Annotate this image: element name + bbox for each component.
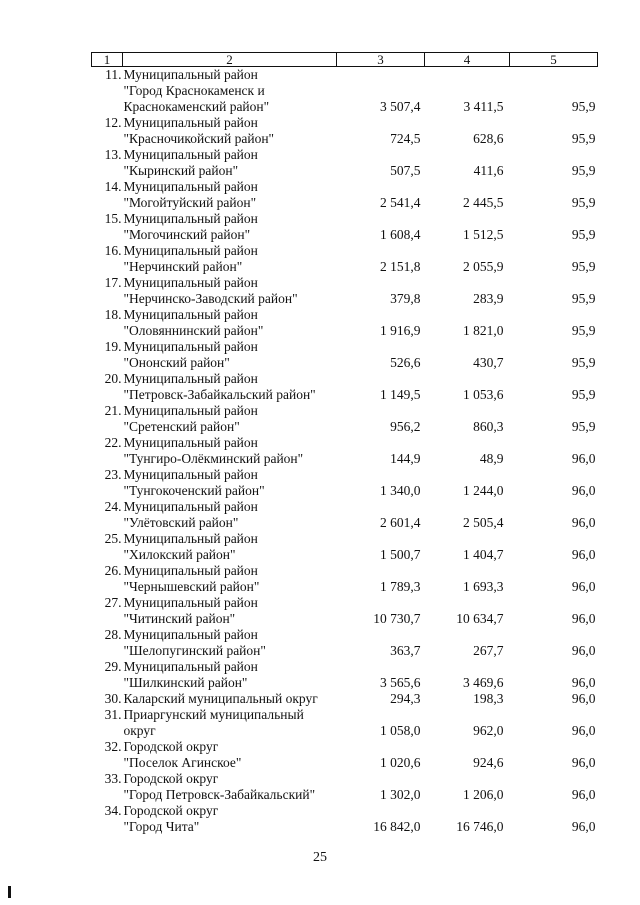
value-col-4: 628,6 [473, 131, 504, 146]
municipality-name-line: Муниципальный район [123, 243, 258, 258]
row-number: 27. [104, 595, 122, 610]
value-col-5: 96,0 [571, 723, 596, 738]
value-col-4: 962,0 [473, 723, 504, 738]
table-row [92, 371, 598, 403]
municipality-name-cell [92, 563, 337, 595]
value-col-3: 10 730,7 [373, 611, 421, 626]
table-row [92, 707, 598, 739]
municipality-name-line: Муниципальный район [123, 467, 258, 482]
value-col-3: 379,8 [390, 291, 421, 306]
table-row [92, 771, 598, 803]
value-col-3: 724,5 [390, 131, 421, 146]
value-col-5: 96,0 [571, 515, 596, 530]
value-col-3: 1 916,9 [380, 323, 421, 338]
value-col-3: 16 842,0 [373, 819, 421, 834]
municipality-name-cell [92, 435, 337, 467]
value-col-4: 924,6 [473, 755, 504, 770]
value-col-3: 2 151,8 [380, 259, 421, 274]
value-col-5: 95,9 [571, 163, 596, 178]
value-col-3: 1 500,7 [380, 547, 421, 562]
table-header-row [92, 53, 598, 67]
value-col-4: 1 053,6 [463, 387, 504, 402]
municipality-name-line: "Петровск-Забайкальский район" [123, 387, 316, 402]
value-col-4: 411,6 [473, 163, 504, 178]
value-col-4: 1 821,0 [463, 323, 504, 338]
municipality-name-cell [92, 339, 337, 371]
municipality-name-line: Каларский муниципальный округ [123, 691, 318, 706]
municipality-name-cell [92, 691, 337, 707]
table-row [92, 435, 598, 467]
row-number: 25. [104, 531, 122, 546]
value-col-4: 2 505,4 [463, 515, 504, 530]
municipality-name-line: Городской округ [123, 739, 219, 754]
value-col-5: 96,0 [571, 643, 596, 658]
municipality-name-line: Муниципальный район [123, 371, 258, 386]
municipality-name-cell [92, 371, 337, 403]
municipality-name-line: "Нерчинский район" [123, 259, 243, 274]
municipality-name-line: Муниципальный район [123, 147, 258, 162]
value-col-4: 430,7 [473, 355, 504, 370]
table-row [92, 179, 598, 211]
municipality-name-line: "Поселок Агинское" [123, 755, 242, 770]
value-col-3: 294,3 [390, 691, 421, 706]
table-row [92, 115, 598, 147]
value-col-5: 96,0 [571, 451, 596, 466]
municipality-name-line: Муниципальный район [123, 435, 258, 450]
municipality-name-line: Городской округ [123, 771, 219, 786]
municipality-name-line: "Хилокский район" [123, 547, 236, 562]
value-col-3: 526,6 [390, 355, 421, 370]
municipality-name-line: "Город Петровск-Забайкальский" [123, 787, 316, 802]
table-row [92, 467, 598, 499]
value-col-4: 48,9 [479, 451, 504, 466]
value-col-5: 96,0 [571, 611, 596, 626]
row-number: 17. [104, 275, 122, 290]
value-col-3: 507,5 [390, 163, 421, 178]
municipality-name-cell [92, 147, 337, 179]
table-row [92, 659, 598, 691]
value-col-4: 1 512,5 [463, 227, 504, 242]
row-number: 30. [104, 691, 122, 706]
municipality-name-cell [92, 403, 337, 435]
municipality-name-line: Муниципальный район [123, 531, 258, 546]
row-number: 19. [104, 339, 122, 354]
table-body [92, 67, 598, 836]
value-col-3: 1 302,0 [380, 787, 421, 802]
municipality-name-line: "Шилкинский район" [123, 675, 248, 690]
municipality-name-line: Муниципальный район [123, 499, 258, 514]
municipality-name-line: Муниципальный район [123, 403, 258, 418]
value-col-4: 10 634,7 [456, 611, 504, 626]
value-col-5: 96,0 [571, 819, 596, 834]
value-col-3: 1 058,0 [380, 723, 421, 738]
value-col-5: 95,9 [571, 323, 596, 338]
value-col-3: 1 789,3 [380, 579, 421, 594]
municipality-name-cell [92, 771, 337, 803]
row-number: 23. [104, 467, 122, 482]
value-col-5: 95,9 [571, 227, 596, 242]
value-col-4: 3 411,5 [463, 99, 504, 114]
municipality-name-line: Муниципальный район [123, 627, 258, 642]
table-row [92, 211, 598, 243]
municipality-name-cell [92, 467, 337, 499]
municipality-name-line: Муниципальный район [123, 179, 258, 194]
municipality-name-cell [92, 243, 337, 275]
value-col-5: 95,9 [571, 195, 596, 210]
municipality-name-line: "Чернышевский район" [123, 579, 260, 594]
row-number: 28. [104, 627, 122, 642]
municipality-name-cell [92, 595, 337, 627]
header-cell-1-2 [92, 53, 337, 67]
value-col-5: 96,0 [571, 675, 596, 690]
municipality-name-line: "Тунгокоченский район" [123, 483, 265, 498]
value-col-3: 1 149,5 [380, 387, 421, 402]
municipality-name-cell [92, 179, 337, 211]
municipality-name-cell [92, 659, 337, 691]
table-row [92, 67, 598, 116]
value-col-5: 96,0 [571, 787, 596, 802]
value-col-3: 144,9 [390, 451, 421, 466]
value-col-5: 96,0 [571, 483, 596, 498]
municipality-name-line: "Тунгиро-Олёкминский район" [123, 451, 304, 466]
table-row [92, 595, 598, 627]
value-col-3: 2 601,4 [380, 515, 421, 530]
municipality-name-cell [92, 67, 337, 116]
municipality-name-line: "Город Краснокаменск и [123, 83, 265, 98]
scan-edge-mark [8, 886, 11, 898]
value-col-5: 95,9 [571, 99, 596, 114]
value-col-3: 3 507,4 [380, 99, 421, 114]
municipality-name-line: округ [123, 723, 156, 738]
header-col-4: 4 [425, 53, 510, 67]
value-col-3: 1 020,6 [380, 755, 421, 770]
municipality-name-line: Муниципальный район [123, 67, 258, 82]
municipality-name-line: "Город Чита" [123, 819, 200, 834]
value-col-3: 956,2 [390, 419, 421, 434]
municipality-name-cell [92, 739, 337, 771]
value-col-4: 1 244,0 [463, 483, 504, 498]
value-col-5: 96,0 [571, 755, 596, 770]
row-number: 26. [104, 563, 122, 578]
municipality-name-line: "Оловяннинский район" [123, 323, 264, 338]
value-col-3: 363,7 [390, 643, 421, 658]
row-number: 18. [104, 307, 122, 322]
value-col-4: 267,7 [473, 643, 504, 658]
table-row [92, 691, 598, 707]
municipality-name-line: "Читинский район" [123, 611, 236, 626]
value-col-4: 3 469,6 [463, 675, 504, 690]
municipality-name-line: "Нерчинско-Заводский район" [123, 291, 298, 306]
municipality-name-line: Муниципальный район [123, 115, 258, 130]
municipality-name-cell [92, 707, 337, 739]
value-col-4: 1 693,3 [463, 579, 504, 594]
table-row [92, 739, 598, 771]
municipality-name-cell [92, 211, 337, 243]
row-number: 20. [104, 371, 122, 386]
municipality-name-line: Муниципальный район [123, 339, 258, 354]
row-number: 11. [105, 67, 122, 82]
municipality-name-line: "Могочинский район" [123, 227, 251, 242]
municipality-name-cell [92, 531, 337, 563]
header-col-1: 1 [92, 53, 123, 66]
value-col-5: 95,9 [571, 291, 596, 306]
table-row [92, 275, 598, 307]
row-number: 33. [104, 771, 122, 786]
header-col-5: 5 [510, 53, 598, 67]
row-number: 13. [104, 147, 122, 162]
row-number: 34. [104, 803, 122, 818]
municipality-name-line: Краснокаменский район" [123, 99, 270, 114]
row-number: 31. [104, 707, 122, 722]
row-number: 29. [104, 659, 122, 674]
row-number: 21. [104, 403, 122, 418]
municipality-name-line: Приаргунский муниципальный [123, 707, 304, 722]
header-col-2: 2 [226, 52, 233, 67]
value-col-4: 2 445,5 [463, 195, 504, 210]
municipality-name-line: "Шелопугинский район" [123, 643, 266, 658]
value-col-4: 860,3 [473, 419, 504, 434]
municipality-name-line: Муниципальный район [123, 211, 258, 226]
row-number: 15. [104, 211, 122, 226]
value-col-4: 16 746,0 [456, 819, 504, 834]
value-col-4: 198,3 [473, 691, 504, 706]
row-number: 16. [104, 243, 122, 258]
value-col-4: 1 206,0 [463, 787, 504, 802]
municipality-name-line: "Кыринский район" [123, 163, 239, 178]
value-col-5: 95,9 [571, 259, 596, 274]
value-col-5: 96,0 [571, 579, 596, 594]
row-number: 24. [104, 499, 122, 514]
municipality-name-line: "Улётовский район" [123, 515, 239, 530]
municipality-name-cell [92, 627, 337, 659]
table-row [92, 307, 598, 339]
row-number: 12. [104, 115, 122, 130]
row-number: 14. [104, 179, 122, 194]
municipality-name-cell [92, 275, 337, 307]
value-col-4: 2 055,9 [463, 259, 504, 274]
value-col-3: 2 541,4 [380, 195, 421, 210]
table-row [92, 403, 598, 435]
municipality-name-line: Городской округ [123, 803, 219, 818]
municipality-name-line: "Красночикойский район" [123, 131, 275, 146]
municipality-name-line: Муниципальный район [123, 275, 258, 290]
municipality-name-line: Муниципальный район [123, 595, 258, 610]
value-col-4: 283,9 [473, 291, 504, 306]
value-col-5: 95,9 [571, 419, 596, 434]
value-col-4: 1 404,7 [463, 547, 504, 562]
municipality-name-line: Муниципальный район [123, 307, 258, 322]
value-col-5: 95,9 [571, 131, 596, 146]
value-col-3: 3 565,6 [380, 675, 421, 690]
value-col-3: 1 340,0 [380, 483, 421, 498]
table-row [92, 147, 598, 179]
table-row [92, 803, 598, 835]
row-number: 32. [104, 739, 122, 754]
municipality-name-line: "Могойтуйский район" [123, 195, 257, 210]
table-row [92, 499, 598, 531]
municipality-name-cell [92, 803, 337, 835]
page-number: 25 [313, 850, 327, 865]
header-col-3: 3 [337, 53, 425, 67]
value-col-5: 96,0 [571, 691, 596, 706]
table-row [92, 627, 598, 659]
municipality-name-line: Муниципальный район [123, 659, 258, 674]
allocation-table [91, 52, 598, 835]
table-row [92, 563, 598, 595]
value-col-3: 1 608,4 [380, 227, 421, 242]
municipality-name-cell [92, 307, 337, 339]
value-col-5: 95,9 [571, 387, 596, 402]
municipality-name-cell [92, 115, 337, 147]
municipality-name-line: Муниципальный район [123, 563, 258, 578]
value-col-5: 95,9 [571, 355, 596, 370]
municipality-name-line: "Ононский район" [123, 355, 230, 370]
table-row [92, 531, 598, 563]
row-number: 22. [104, 435, 122, 450]
table-row [92, 243, 598, 275]
value-col-5: 96,0 [571, 547, 596, 562]
table-row [92, 339, 598, 371]
municipality-name-cell [92, 499, 337, 531]
municipality-name-line: "Сретенский район" [123, 419, 240, 434]
